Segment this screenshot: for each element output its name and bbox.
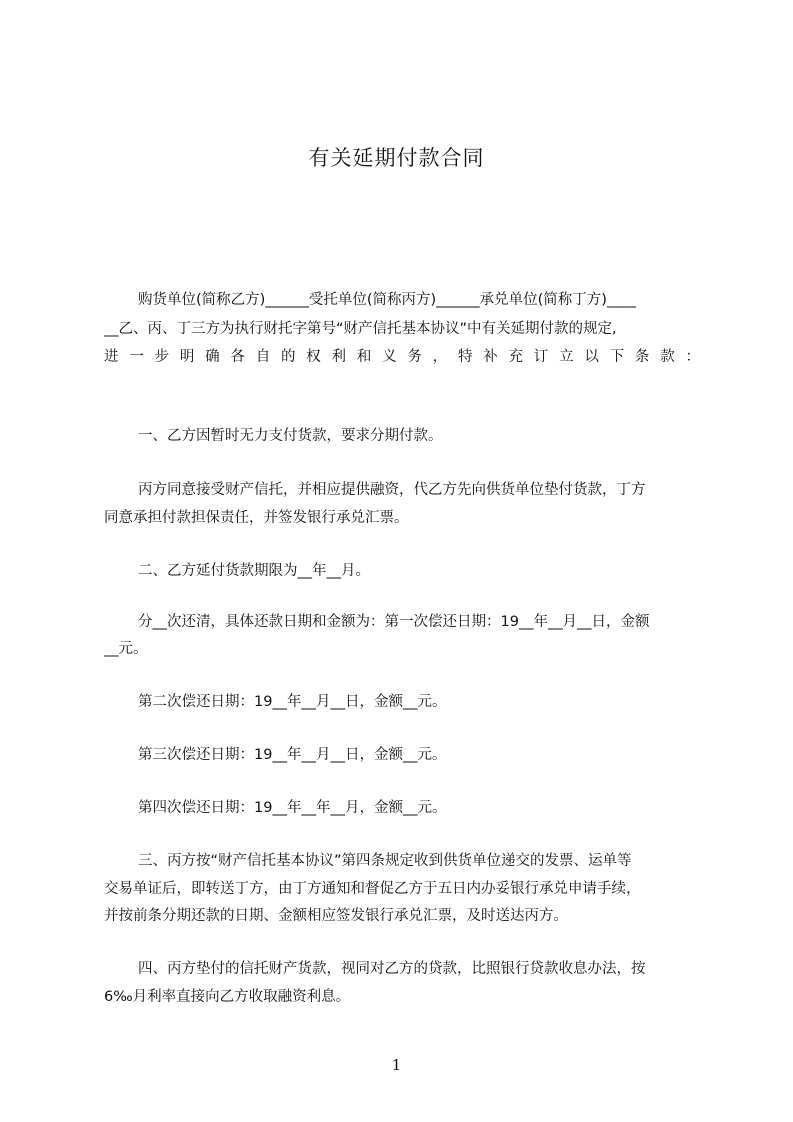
installment-2: 第二次偿还日期：19__年__月__日，金额__元。: [138, 694, 447, 710]
document-title: 有关延期付款合同: [308, 146, 485, 170]
preamble-line-3: 进一步明确各自的权利和义务，特补充订立以下条款：: [104, 349, 700, 365]
clause-3-line-2: 交易单证后，即转送丁方，由丁方通知和督促乙方于五日内办妥银行承兑申请手续，: [104, 881, 641, 897]
preamble-line-2: __乙、丙、丁三方为执行财托字第号“财产信托基本协议”中有关延期付款的规定,: [104, 321, 617, 337]
installment-4: 第四次偿还日期：19__年__年__月，金额__元。: [138, 800, 447, 816]
clause-4-line-1: 四、丙方垫付的信托财产货款，视同对乙方的贷款，比照银行贷款收息办法，按: [138, 961, 646, 977]
page-number: 1: [391, 1056, 402, 1074]
clause-2-heading: 二、乙方延付货款期限为__年__月。: [138, 563, 370, 579]
clause-1-body-line-1: 丙方同意接受财产信托，并相应提供融资，代乙方先向供货单位垫付货款，丁方: [138, 482, 646, 498]
installments-intro-line-1: 分__次还清，具体还款日期和金额为：第一次偿还日期：19__年__月__日，金额: [138, 614, 650, 630]
clause-3-line-1: 三、丙方按“财产信托基本协议”第四条规定收到供货单位递交的发票、运单等: [138, 853, 632, 869]
installment-3: 第三次偿还日期：19__年__月__日，金额__元。: [138, 747, 447, 763]
clause-1-body-line-2: 同意承担付款担保责任，并签发银行承兑汇票。: [104, 510, 409, 526]
preamble-line-1: 购货单位(简称乙方)______受托单位(简称丙方)______承兑单位(简称丁方)____: [138, 292, 636, 308]
installments-intro-line-2: __元。: [104, 641, 148, 657]
clause-1-heading: 一、乙方因暂时无力支付货款，要求分期付款。: [138, 428, 443, 444]
clause-4-line-2: 6‰月利率直接向乙方收取融资利息。: [104, 989, 351, 1005]
clause-3-line-3: 并按前条分期还款的日期、金额相应签发银行承兑汇票，及时送达丙方。: [104, 908, 568, 924]
